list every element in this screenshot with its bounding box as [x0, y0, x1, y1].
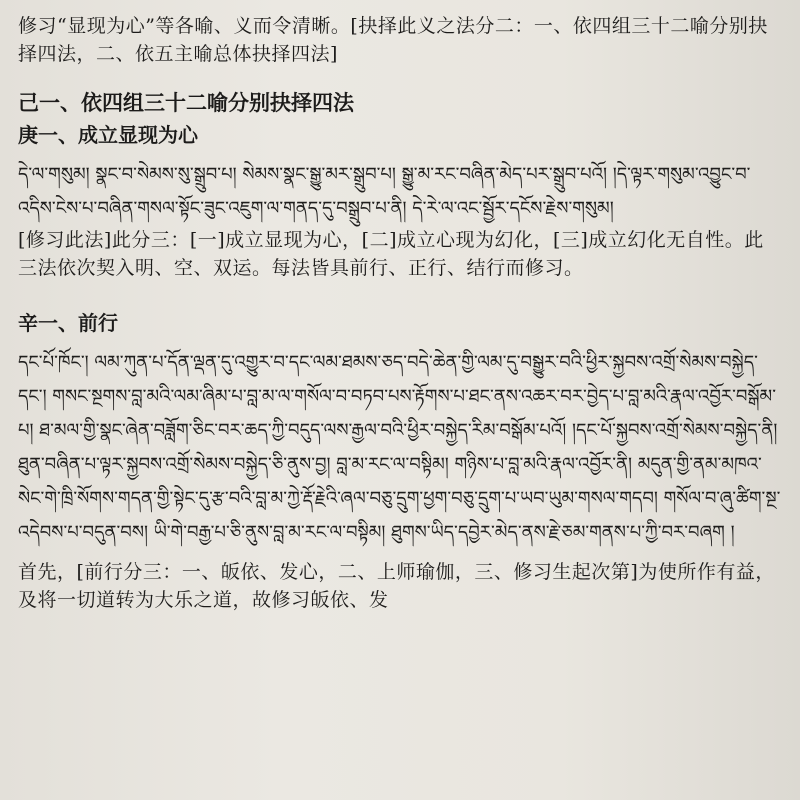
first-paragraph: 首先，[前行分三：一、皈依、发心，二、上师瑜伽，三、修习生起次第]为使所作有益，及将一切道转为大乐之道，故修习皈依、发 — [18, 561, 775, 611]
intro-paragraph: 修习“显现为心”等各喻、义而令清晰。[抉择此义之法分二：一、依四组三十二喻分别抉择四法，二、依五主喻总体抉择四法] — [18, 15, 768, 65]
method-paragraph: [修习此法]此分三：[一]成立显现为心，[二]成立心现为幻化，[三]成立幻化无自性。此三法依次契入明、空、双运。每法皆具前行、正行、结行而修习。 — [18, 229, 764, 279]
tibetan-paragraph-1: དེ་ལ་གསུམ། སྣང་བ་སེམས་སུ་སྒྲུབ་པ། སེམས་སྣང་སྒྱུ་མར་སྒྲུབ་པ། སྒྱུ་མ་རང་བཞིན་མེད་པར་སྒྲུབ་པའོ། །དེ་ལྟར་གསུམ་འབྱུང་བ་འདིས་ངེས་པ་བཞིན་གསལ་སྟོང་ཟུང་འཇུག་ལ་གནད་དུ་བསྒྲུབ་པ་ནི། དེ་རེ་ལ་འང་སྦྱོར་དངོས་རྗེས་གསུམ། — [18, 164, 751, 219]
section-heading-xin1: 辛一、前行 — [18, 311, 118, 335]
tibetan-paragraph-2: དང་པོ་ཁོང་། ལམ་ཀུན་པ་དོན་ལྡན་དུ་འགྱུར་བ་དང་ལམ་ཐམས་ཅད་བདེ་ཆེན་གྱི་ལམ་དུ་བསྒྱུར་བའི་ཕྱིར་སྐྱབས་འགྲོ་སེམས་བསྐྱེད་དང་། གསང་སྔགས་བླ་མའི་ལམ་ཞིམ་པ་བླ་མ་ལ་གསོལ་བ་བཏབ་པས་རྟོགས་པ་ཐང་ནས་འཆར་བར་བྱེད་པ་བླ་མའི་རྣལ་འབྱོར་བསྒོམ་པ། ཐ་མལ་གྱི་སྣང་ཞེན་བཟློག་ཅིང་བར་ཆད་ཀྱི་བདུད་ལས་རྒྱལ་བའི་ཕྱིར་བསྐྱེད་རིམ་བསྒོམ་པའོ། །དང་པོ་སྐྱབས་འགྲོ་སེམས་བསྐྱེད་ནི། ཐུན་བཞིན་པ་ལྟར་སྐྱབས་འགྲོ་སེམས་བསྐྱེད་ཅི་ནུས་བྱ། བླ་མ་རང་ལ་བསྟིམ། གཉིས་པ་བླ་མའི་རྣལ་འབྱོར་ནི། མདུན་གྱི་ནམ་མཁའ་སེང་གེ་ཁྲི་སོགས་གདན་གྱི་སྟེང་དུ་རྩ་བའི་བླ་མ་ཀྱེ་རྡོ་རྗེའི་ཞལ་བཅུ་དྲུག་ཕྱག་བཅུ་དྲུག་པ་ཡབ་ཡུམ་གསལ་གདབ། གསོལ་བ་ཞུ་ཚིག་སྔ་འདེབས་པ་བདུན་བས། ཡི་གེ་བརྒྱ་པ་ཅི་ནུས་བླ་མ་རང་ལ་བསྟིམ། ཐུགས་ཡིད་དབྱེར་མེད་ནས་རྗེ་ཅམ་གནས་པ་ཀྱི་བར་བཞག ། — [18, 352, 781, 543]
section-heading-ji1: 己一、依四组三十二喻分别抉择四法 — [18, 90, 354, 115]
page-content — [18, 12, 782, 614]
section-heading-geng1: 庚一、成立显现为心 — [18, 123, 198, 147]
